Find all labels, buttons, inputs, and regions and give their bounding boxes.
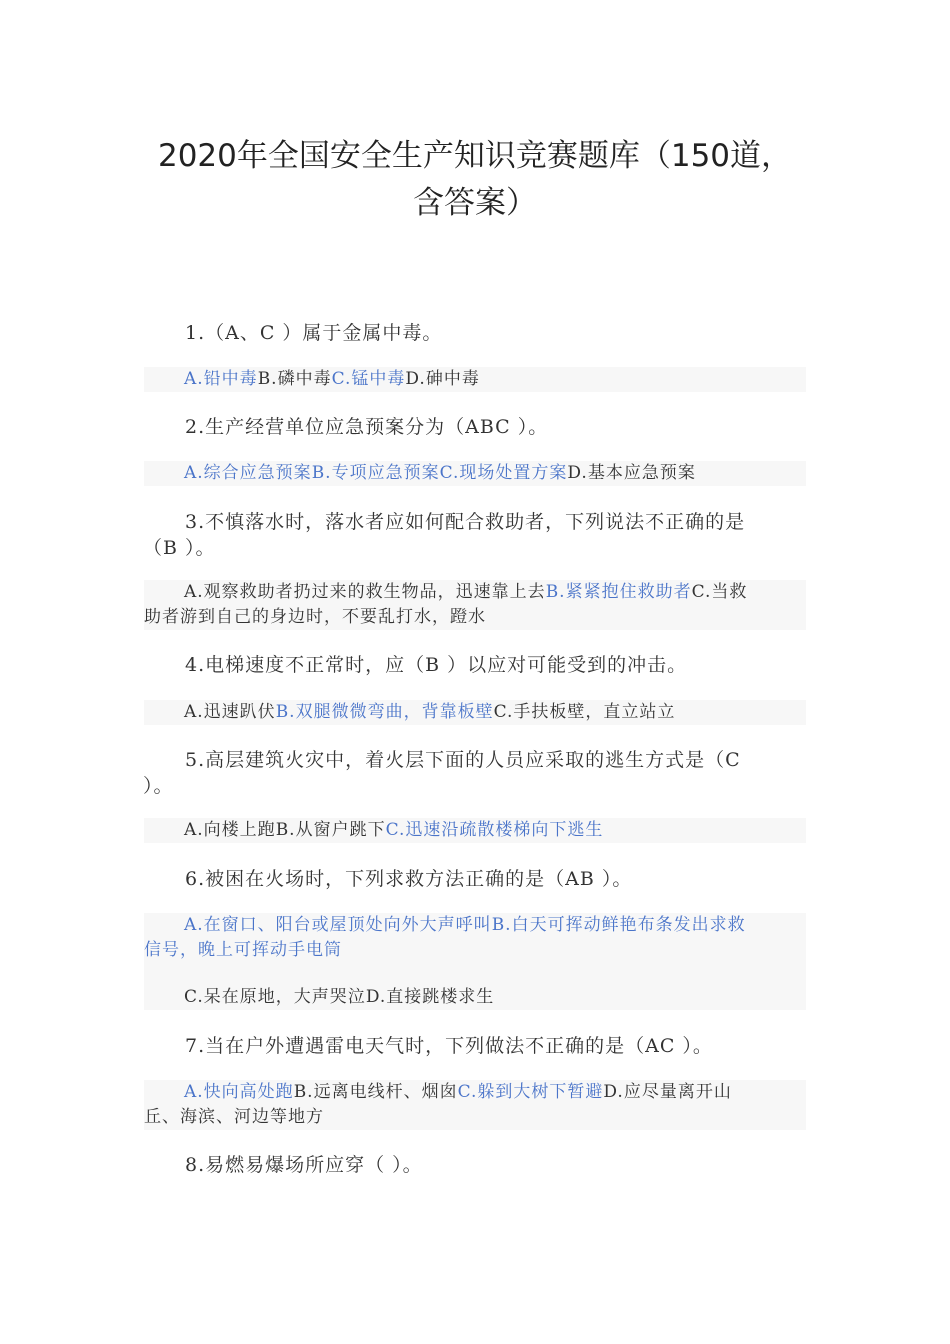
option-text: 信号，晚上可挥动手电筒: [144, 940, 342, 960]
option-text: D.基本应急预案: [567, 463, 696, 483]
question-2-stem: 2.生产经营单位应急预案分为（ABC ）。: [185, 416, 549, 438]
option-text: A.向楼上跑: [184, 820, 276, 840]
question-1-stem: 1.（A、C ）属于金属中毒。: [185, 322, 443, 344]
option-text: A.快向高处跑: [184, 1082, 294, 1102]
option-text: A.在窗口、阳台或屋顶处向外大声呼叫: [184, 915, 492, 935]
option-text: D.砷中毒: [405, 369, 480, 389]
question-6-options: [144, 913, 806, 1010]
question-6-stem: 6.被困在火场时，下列求救方法正确的是（AB ）。: [185, 868, 633, 890]
document-title: [120, 133, 830, 227]
option-text: B.白天可挥动鲜艳布条发出求救: [491, 915, 746, 935]
question-3-stem: [143, 509, 815, 561]
option-text: 助者游到自己的身边时，不要乱打水，蹬水: [144, 607, 486, 627]
question-7-options: [144, 1080, 806, 1130]
option-text: D.直接跳楼求生: [365, 987, 495, 1007]
question-3-stem-line-2: （B ）。: [143, 537, 216, 559]
option-text: B.紧紧抱住救助者: [545, 582, 692, 602]
question-7-stem: 7.当在户外遭遇雷电天气时，下列做法不正确的是（AC ）。: [185, 1035, 713, 1057]
option-text: C.呆在原地，大声哭泣: [184, 987, 366, 1007]
option-text: C.锰中毒: [331, 369, 406, 389]
option-text: C.现场处置方案: [439, 463, 568, 483]
option-text: D.应尽量离开山: [603, 1082, 732, 1102]
question-5-options: [144, 818, 806, 843]
question-2-options: [144, 461, 806, 486]
question-5-stem-line-1: 5.高层建筑火灾中，着火层下面的人员应采取的逃生方式是（C: [185, 749, 741, 771]
question-1-options: [144, 367, 806, 392]
question-5-stem-line-2: ）。: [143, 775, 174, 797]
option-text: C.迅速沿疏散楼梯向下逃生: [385, 820, 604, 840]
option-text: A.迅速趴伏: [184, 702, 276, 722]
option-text: C.手扶板壁，直立站立: [493, 702, 676, 722]
question-3-stem-line-1: 3.不慎落水时，落水者应如何配合救助者，下列说法不正确的是: [185, 511, 746, 533]
title-line-1: 2020年全国安全生产知识竞赛题库（150道，: [157, 138, 793, 174]
question-5-stem: [143, 747, 815, 799]
question-3-options: [144, 580, 806, 630]
option-text: B.磷中毒: [257, 369, 332, 389]
question-4-stem: 4.电梯速度不正常时，应（B ）以应对可能受到的冲击。: [185, 654, 688, 676]
option-text: 丘、海滨、河边等地方: [144, 1107, 324, 1127]
option-text: B.远离电线杆、烟囱: [293, 1082, 458, 1102]
option-text: A.综合应急预案: [184, 463, 312, 483]
question-8-stem: 8.易燃易爆场所应穿（ ）。: [185, 1154, 423, 1176]
question-4-options: [144, 700, 806, 725]
option-text: B.从窗户跳下: [275, 820, 386, 840]
option-text: A.铅中毒: [184, 369, 258, 389]
option-text: A.观察救助者扔过来的救生物品，迅速靠上去: [184, 582, 546, 602]
title-line-2: 含答案）: [413, 185, 537, 221]
option-text: C.当救: [691, 582, 748, 602]
option-text: B.双腿微微弯曲，背靠板壁: [275, 702, 494, 722]
option-text: C.躲到大树下暂避: [457, 1082, 604, 1102]
option-text: B.专项应急预案: [311, 463, 440, 483]
